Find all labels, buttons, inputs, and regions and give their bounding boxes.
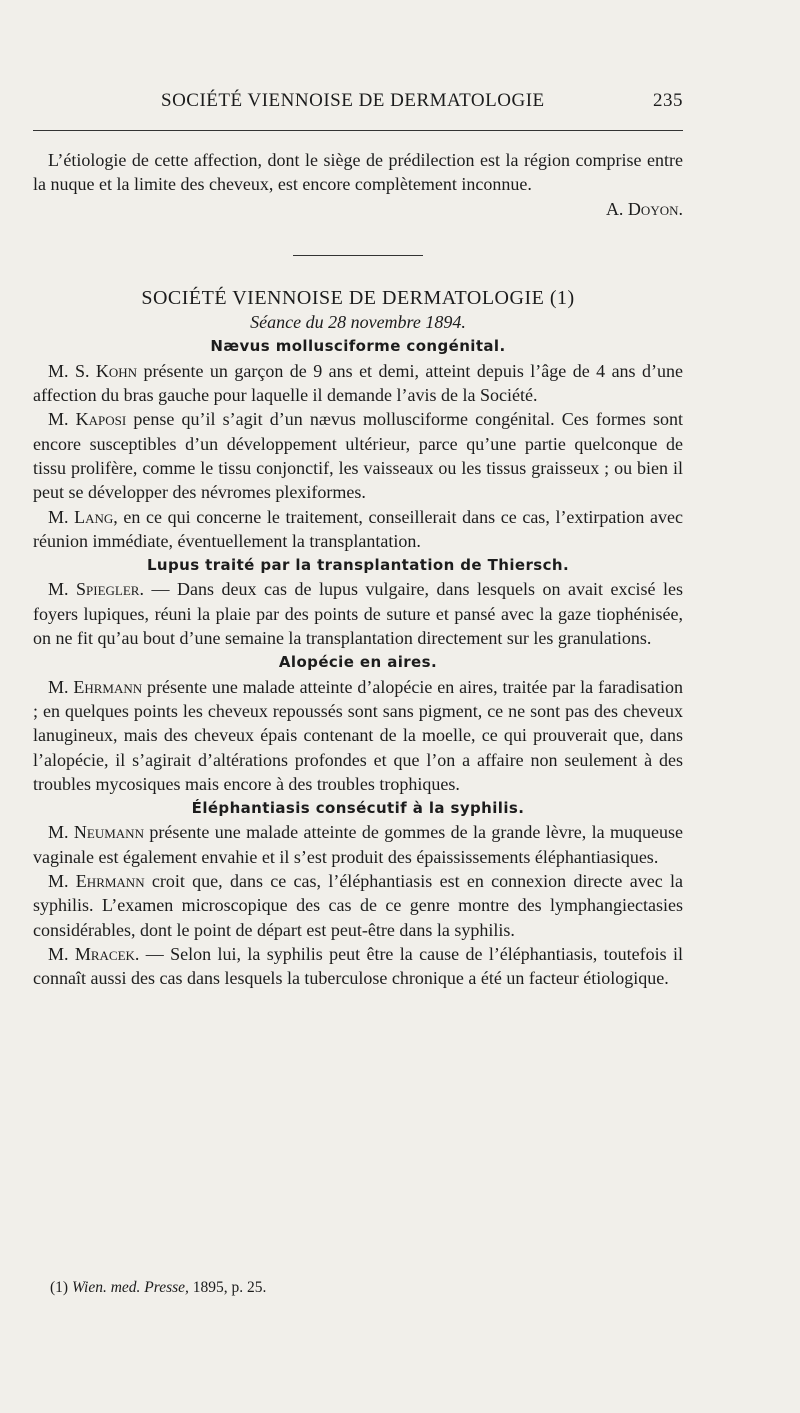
header-rule — [33, 130, 683, 131]
speaker-name: M. Lang, — [48, 506, 118, 527]
paragraph — [33, 505, 683, 554]
paragraph-text: présente un garçon de 9 ans et demi, atteint depuis l’âge de 4 ans d’une affection du bras gauche pour laquelle il demande l’avis de la Société. — [33, 360, 683, 406]
speaker-name: M. Mracek. — [48, 943, 140, 964]
paragraph-text: en ce qui concerne le traitement, conseillerait dans ce cas, l’extirpation avec réunion immédiate, éventuellement la transplantation. — [33, 506, 684, 551]
running-header — [33, 90, 683, 112]
section-title: Nævus mollusciforme congénital. — [210, 337, 506, 356]
paragraph — [33, 359, 683, 408]
section-title: Alopécie en aires. — [278, 653, 438, 672]
paragraph-text: croit que, dans ce cas, l’éléphantiasis est en connexion directe avec la syphilis. L’examen microscopique des cas de ce genre montre des lymphangiectasies considérables, dont le point de départ est peut-être dans la syphilis. — [33, 871, 683, 940]
speaker-name: M. Spiegler. — [48, 579, 144, 600]
seance-date: Séance du 28 novembre 1894. — [250, 312, 466, 333]
running-header-title: SOCIÉTÉ VIENNOISE DE DERMATOLOGIE — [161, 90, 545, 111]
section-title: Éléphantiasis consécutif à la syphilis. — [191, 799, 525, 818]
paragraph — [33, 577, 683, 650]
paragraph — [33, 869, 683, 942]
paragraph — [33, 942, 683, 991]
speaker-name: M. Neumann — [48, 822, 144, 843]
paragraph-text: — Dans deux cas de lupus vulgaire, dans lesquels on avait excisé les foyers lupiques, réuni la plaie par des points de suture et pansé avec la gaze tiophénisée, on ne fit qu’au bout d’une semaine la transplantation directement sur les granulations. — [33, 579, 683, 649]
society-title: SOCIÉTÉ VIENNOISE DE DERMATOLOGIE (1) — [141, 286, 575, 309]
paragraph-text: présente une malade atteinte de gommes de la grande lèvre, la muqueuse vaginale est également envahie et il s’est produit des épaississements éléphantiasiques. — [33, 822, 683, 867]
speaker-name: M. S. Kohn — [48, 360, 138, 381]
paragraph — [33, 407, 683, 504]
footnote-journal: Wien. med. Presse, — [71, 1279, 189, 1296]
section-title: Lupus traité par la transplantation de Thiersch. — [146, 556, 570, 575]
footnote-marker: (1) — [50, 1279, 69, 1296]
paragraph — [33, 675, 683, 796]
paragraph-text: — Selon lui, la syphilis peut être la cause de l’éléphantiasis, toutefois il connaît aussi des cas dans lesquels la tuberculose chronique a été un facteur étiologique. — [33, 943, 683, 989]
speaker-name: M. Ehrmann — [48, 676, 143, 697]
footnote — [50, 1279, 266, 1297]
paragraph — [33, 820, 683, 869]
article-body — [33, 148, 683, 991]
paragraph-text: présente une malade atteinte d’alopécie en aires, traitée par la faradisation ; en quelques points les cheveux repoussés sont sans pigment, ce ne sont pas des cheveux lanugineux, mais des cheveux épais contenant de la moelle, ce qui prouverait que, dans l’alopécie, il s’agirait d’altérations profondes et que l’on a affaire non seulement à des troubles mycosiques mais encore à des troubles trophiques. — [33, 676, 683, 794]
speaker-name: M. Kaposi — [48, 409, 127, 430]
page-number: 235 — [653, 90, 683, 111]
signature: A. Doyon. — [605, 198, 683, 219]
footnote-reference: 1895, p. 25. — [188, 1279, 267, 1296]
separator-rule — [293, 255, 423, 256]
intro-paragraph: L’étiologie de cette affection, dont le siège de prédilection est la région comprise entre la nuque et la limite des cheveux, est encore complètement inconnue. — [33, 150, 683, 195]
speaker-name: M. Ehrmann — [48, 871, 145, 892]
paragraph-text: pense qu’il s’agit d’un nævus mollusciforme congénital. Ces formes sont encore susceptibles d’un développement ultérieur, parce qu’une partie quelconque de tissu prolifère, comme le tissu conjonctif, les vaisseaux ou les tissus graisseux ; ou bien il peut se développer des névromes plexiformes. — [33, 409, 683, 503]
